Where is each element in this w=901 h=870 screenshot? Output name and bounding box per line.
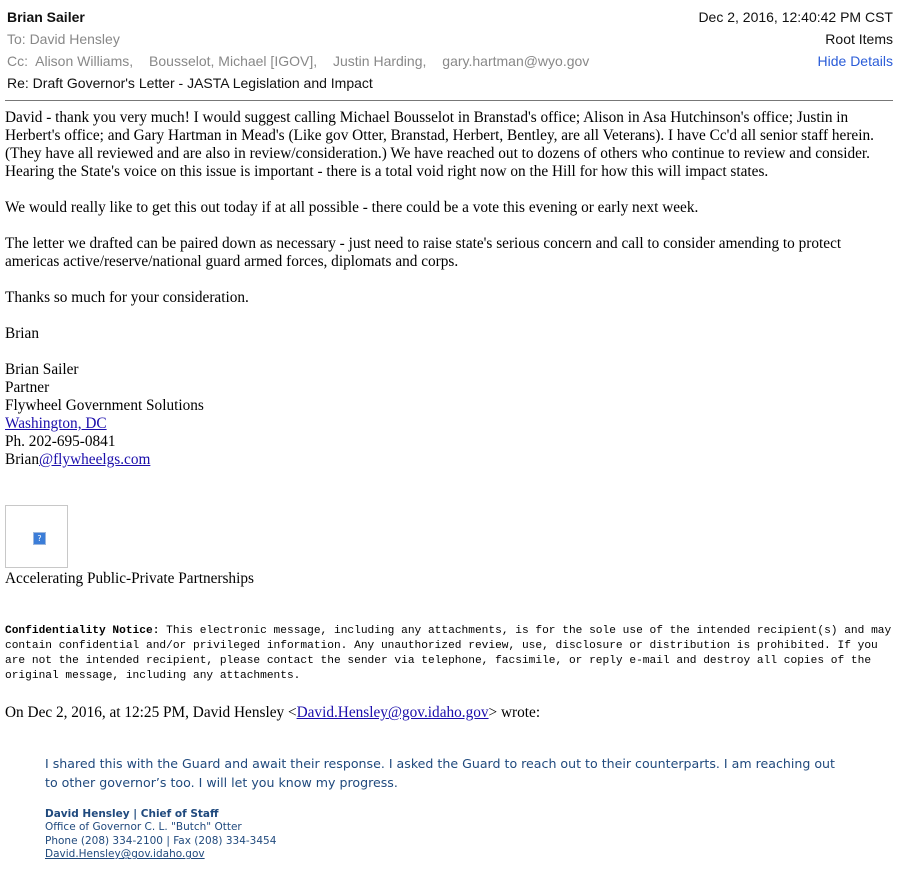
quoted-signature-email-link[interactable]: David.Hensley@gov.idaho.gov (45, 848, 205, 861)
signature-name: Brian Sailer (5, 361, 79, 378)
cc-label: Cc: (7, 53, 28, 69)
email-subject: Re: Draft Governor's Letter - JASTA Legislation and Impact (7, 75, 373, 91)
signature-location-link[interactable]: Washington, DC (5, 415, 107, 432)
confidentiality-notice (5, 624, 895, 684)
body-paragraph: Thanks so much for your consideration. (5, 289, 249, 306)
quoted-signature-office: Office of Governor C. L. "Butch" Otter (45, 821, 242, 834)
broken-image-icon: ? (33, 532, 46, 545)
signature-title: Partner (5, 379, 50, 396)
attribution-prefix: On Dec 2, 2016, at 12:25 PM, David Hensley < (5, 704, 297, 721)
quote-attribution (5, 704, 540, 722)
hide-details-link[interactable]: Hide Details (817, 53, 893, 69)
quoted-message: I shared this with the Guard and await their response. I asked the Guard to reach out to their counterparts. I am reaching out to other governor’s too. I will let you know my progress. (45, 756, 835, 790)
to-recipients[interactable]: To: David Hensley (7, 31, 120, 47)
confidentiality-text: This electronic message, including any attachments, is for the sole use of the intended recipient(s) and may contain confidential and/or privileged information. Any unauthorized review, use, disclosure or distribution is prohibited. If you are not the intended recipient, please contact the sender via telephone, facsimile, or reply e-mail and destroy all copies of the original message, including any attachments. (5, 625, 892, 682)
email-date: Dec 2, 2016, 12:40:42 PM CST (698, 9, 893, 25)
signature-company: Flywheel Government Solutions (5, 397, 204, 414)
cc-recipient[interactable]: Bousselot, Michael [IGOV], (149, 53, 318, 69)
signature-email-link[interactable]: @flywheelgs.com (39, 451, 151, 468)
header-divider (5, 100, 893, 101)
confidentiality-label: Confidentiality Notice: (5, 625, 160, 637)
cc-recipients (7, 53, 601, 69)
mailbox-folder: Root Items (825, 31, 893, 47)
sender-name[interactable]: Brian Sailer (7, 9, 85, 25)
missing-image-placeholder[interactable] (5, 505, 68, 568)
quoted-signature-name: David Hensley | Chief of Staff (45, 808, 219, 820)
message-body (5, 109, 895, 469)
body-paragraph: We would really like to get this out today if at all possible - there could be a vote this evening or early next week. (5, 199, 699, 216)
cc-recipient[interactable]: Justin Harding, (333, 53, 427, 69)
signature-email-prefix: Brian (5, 451, 39, 468)
attribution-suffix: > wrote: (488, 704, 541, 721)
attribution-email-link[interactable]: David.Hensley@gov.idaho.gov (296, 704, 489, 721)
quoted-signature (45, 808, 276, 862)
body-paragraph: The letter we drafted can be paired down as necessary - just need to raise state's serious concern and call to consider amending to protect americas active/reserve/national guard armed forces, diplomats and corps. (5, 235, 842, 270)
body-signoff: Brian (5, 325, 39, 342)
signature-tagline: Accelerating Public-Private Partnerships (5, 570, 254, 587)
cc-recipient[interactable]: Alison Williams, (35, 53, 134, 69)
body-paragraph: David - thank you very much! I would suggest calling Michael Bousselot in Branstad's office; Alison in Asa Hutchinson's office; Justin in Herbert's office; and Gary Hartman in Mead's (Like gov Otter, Branstad, Herbert, Bentley, are all Veterans). I have Cc'd all senior staff herein. (They have all reviewed and are also in review/consideration.) We have reached out to dozens of others who continue to review and consider. Hearing the State's voice on this issue is important - there is a total void right now on the Hill for how this will impact states. (5, 109, 874, 180)
sender-signature (5, 361, 895, 469)
quoted-signature-phone: Phone (208) 334-2100 | Fax (208) 334-3454 (45, 834, 277, 847)
signature-phone: Ph. 202-695-0841 (5, 433, 116, 450)
cc-recipient[interactable]: gary.hartman@wyo.gov (442, 53, 590, 69)
